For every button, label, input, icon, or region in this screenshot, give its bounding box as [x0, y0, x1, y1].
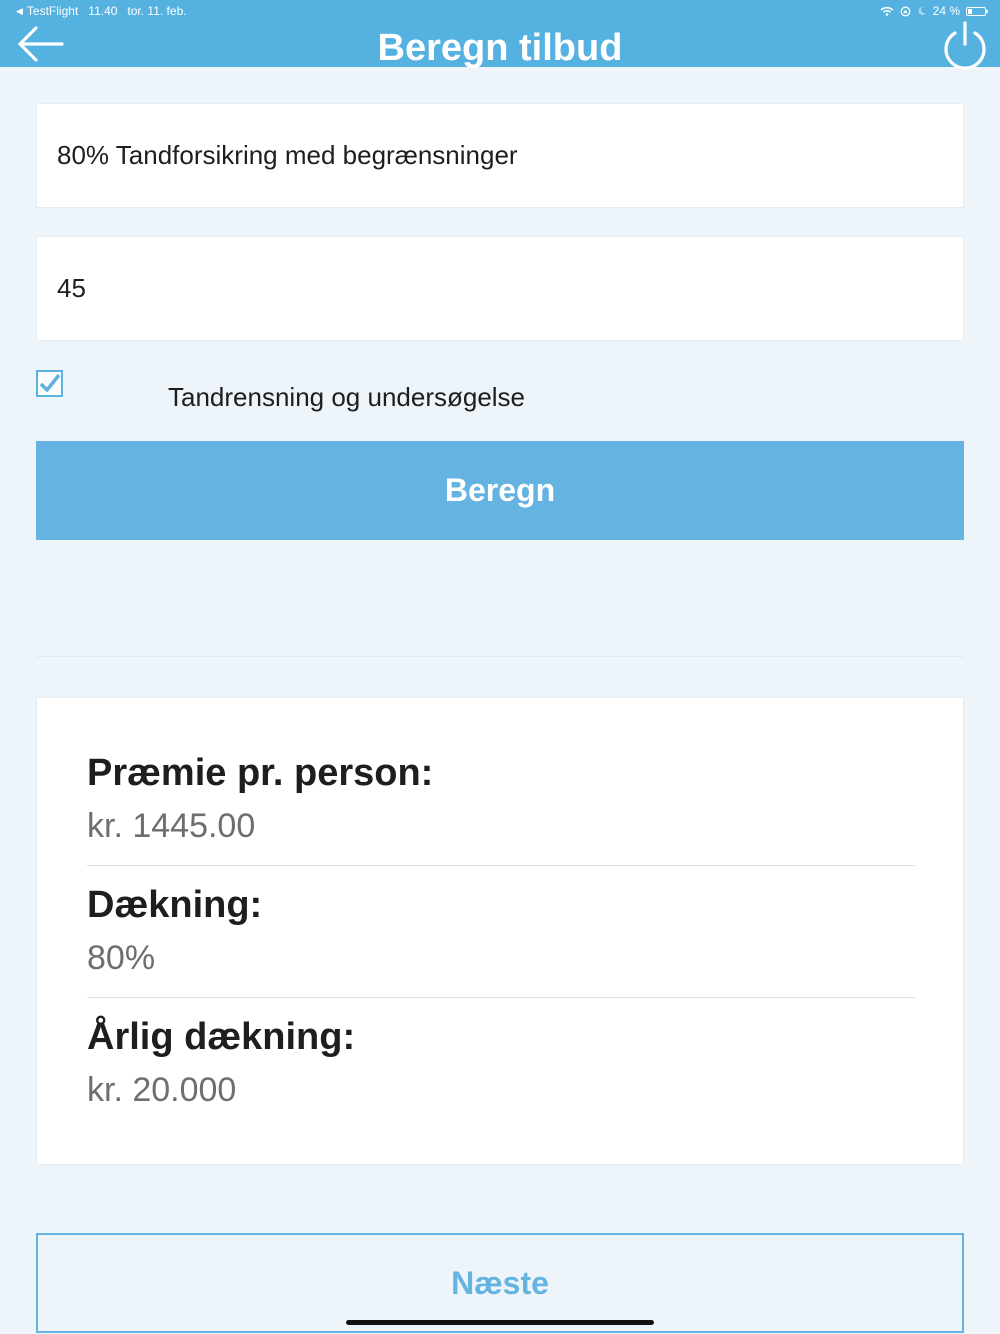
back-to-app-icon[interactable]: ◀	[16, 5, 23, 16]
orientation-lock-icon	[900, 6, 911, 17]
status-left	[16, 4, 187, 18]
insurance-plan-field[interactable]	[36, 103, 964, 208]
coverage-value: 80%	[87, 939, 156, 977]
status-bar	[0, 4, 1000, 20]
cleaning-checkbox-label[interactable]: Tandrensning og undersøgelse	[168, 382, 526, 412]
next-button[interactable]: Næste	[36, 1233, 964, 1333]
annual-coverage-block	[87, 1014, 915, 1112]
calculate-button[interactable]: Beregn	[36, 441, 964, 540]
coverage-block	[87, 882, 915, 980]
status-time: 11.40	[88, 4, 118, 18]
checkmark-icon	[38, 372, 61, 395]
age-field[interactable]	[36, 236, 964, 341]
power-icon	[940, 20, 990, 70]
premium-value: kr. 1445.00	[87, 807, 256, 845]
result-divider	[87, 865, 915, 866]
premium-block	[87, 750, 915, 848]
coverage-label: Dækning:	[87, 884, 263, 926]
insurance-plan-value: 80% Tandforsikring med begrænsninger	[57, 140, 518, 170]
wifi-icon	[880, 6, 894, 16]
moon-icon	[917, 6, 927, 16]
status-date: tor. 11. feb.	[127, 4, 187, 18]
result-card	[36, 697, 964, 1165]
power-button[interactable]	[940, 20, 990, 70]
age-value: 45	[57, 273, 86, 303]
annual-coverage-value: kr. 20.000	[87, 1071, 237, 1109]
status-right	[880, 4, 986, 18]
app-header	[0, 0, 1000, 67]
page-title: Beregn tilbud	[377, 27, 623, 69]
home-indicator[interactable]	[346, 1320, 654, 1325]
section-divider	[36, 656, 964, 657]
battery-percentage: 24 %	[932, 4, 960, 18]
cleaning-checkbox-row	[36, 368, 964, 418]
premium-label: Præmie pr. person:	[87, 752, 434, 794]
back-to-app-label[interactable]: TestFlight	[26, 4, 79, 18]
battery-icon	[966, 7, 986, 16]
battery-fill	[968, 9, 972, 14]
result-divider	[87, 997, 915, 998]
cleaning-checkbox[interactable]	[36, 370, 63, 397]
annual-coverage-label: Årlig dækning:	[87, 1016, 356, 1058]
